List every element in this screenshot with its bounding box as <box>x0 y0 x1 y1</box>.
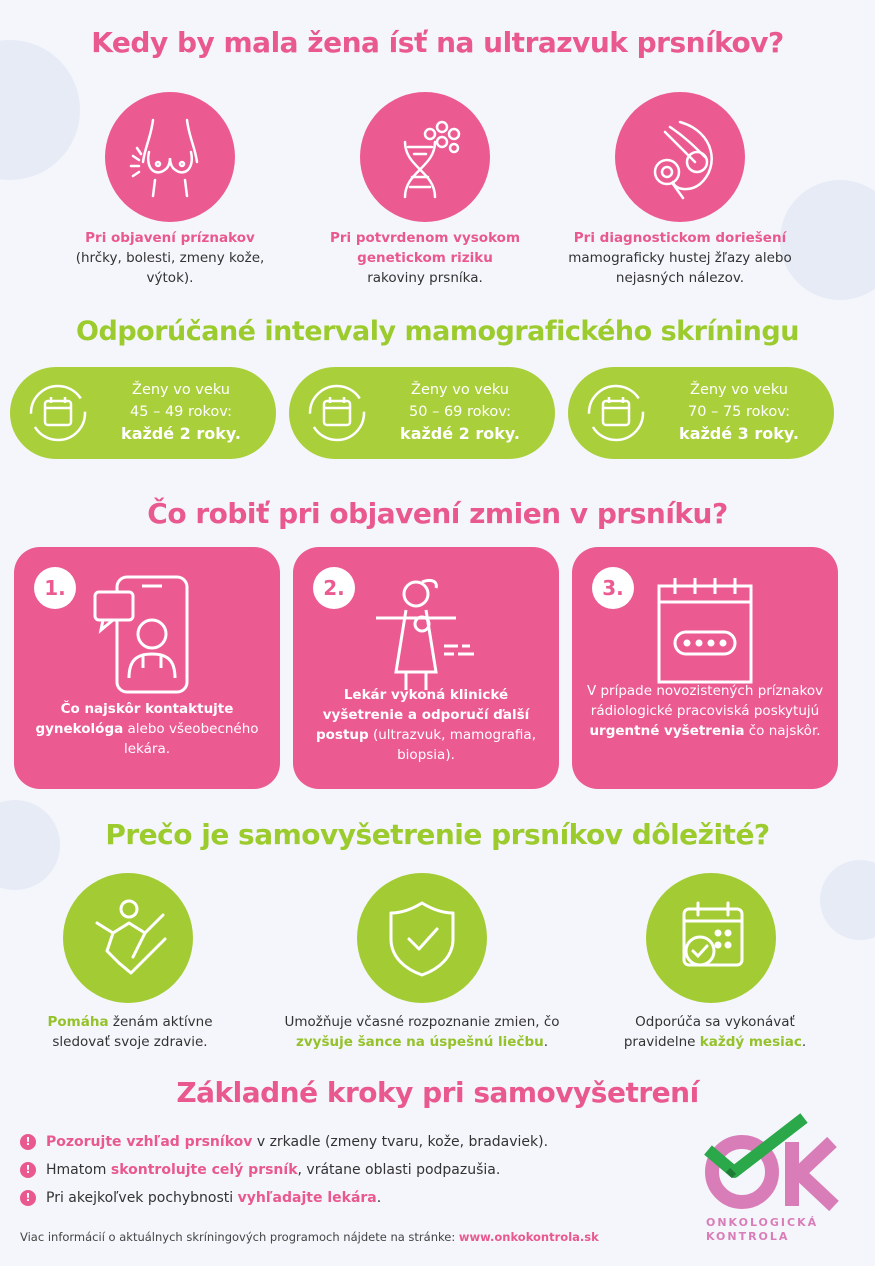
step-card-2 <box>293 547 559 789</box>
bg-circle <box>0 40 80 180</box>
shield-check-icon <box>357 873 487 1003</box>
bullet-bold: Pozorujte vzhľad prsníkov <box>46 1134 253 1150</box>
genetic-risk-caption <box>310 228 540 288</box>
pill-line2: 45 – 49 rokov: <box>130 404 232 420</box>
reason-caption-1 <box>20 1012 240 1052</box>
caption-highlight: Pri potvrdenom vysokom genetickom riziku <box>329 230 521 266</box>
bullet-bold: vyhľadajte lekára <box>237 1190 377 1206</box>
caption-highlight: Pomáha <box>47 1014 109 1030</box>
caption-text: (hrčky, bolesti, zmeny kože, výtok). <box>75 250 265 286</box>
step-text <box>584 681 826 741</box>
pill-line2: 70 – 75 rokov: <box>688 404 790 420</box>
clinical-exam-icon <box>366 572 486 702</box>
bullet-rest: . <box>376 1190 382 1206</box>
dna-icon <box>360 92 490 222</box>
bullet-rest: , vrátane oblasti podpazušia. <box>297 1162 501 1178</box>
caption-rest: . <box>801 1034 807 1050</box>
step-text <box>26 699 268 759</box>
pill-line1: Ženy vo veku <box>411 382 509 398</box>
caption-text: Odporúča sa vykonávať pravidelne <box>623 1014 795 1050</box>
section5-title: Základné kroky pri samovyšetrení <box>176 1076 699 1109</box>
exclamation-icon: ! <box>20 1162 36 1178</box>
calendar-cycle-icon <box>586 383 646 443</box>
caption-text: Umožňuje včasné rozpoznanie zmien, čo <box>284 1014 560 1030</box>
logo-line1: ONKOLOGICKÁ <box>706 1216 819 1229</box>
diagnostic-caption <box>560 228 800 288</box>
phone-doctor-icon <box>87 572 207 702</box>
caption-text: ženám aktívne sledovať svoje zdravie. <box>52 1014 213 1050</box>
health-check-icon <box>63 873 193 1003</box>
logo-line2: KONTROLA <box>706 1230 790 1243</box>
bullet-pre: Pri akejkoľvek pochybnosti <box>46 1190 238 1206</box>
bg-circle <box>820 860 875 940</box>
breast-pain-icon <box>105 92 235 222</box>
pill-line3: každé 3 roky. <box>679 424 799 443</box>
section4-title: Prečo je samovyšetrenie prsníkov dôležité? <box>105 818 770 851</box>
reason-caption-3 <box>600 1012 830 1052</box>
pill-line3: každé 2 roky. <box>400 424 520 443</box>
caption-text: rakoviny prsníka. <box>367 270 483 286</box>
caption-highlight: každý mesiac <box>699 1034 802 1050</box>
bullet-pre: Hmatom <box>46 1162 111 1178</box>
step-number: 2. <box>313 567 355 609</box>
breast-tissue-icon <box>615 92 745 222</box>
footer-text: Viac informácií o aktuálnych skríningových programoch nájdete na stránke: <box>20 1230 459 1244</box>
selfexam-step-1 <box>20 1132 548 1152</box>
calendar-cycle-icon <box>307 383 367 443</box>
interval-pill-50-69 <box>289 367 555 459</box>
calendar-cycle-icon <box>28 383 88 443</box>
step-number: 3. <box>592 567 634 609</box>
step-rest: alebo všeobecného lekára. <box>123 721 259 757</box>
onkokontrola-logo <box>700 1110 850 1250</box>
interval-pill-70-75 <box>568 367 834 459</box>
step-number: 1. <box>34 567 76 609</box>
footer-note <box>20 1230 599 1244</box>
step-rest: (ultrazvuk, mamografia, biopsia). <box>368 727 536 763</box>
step-rest: čo najskôr. <box>744 723 821 739</box>
website-link[interactable]: www.onkokontrola.sk <box>458 1230 599 1244</box>
ok-logo-mark <box>700 1110 850 1220</box>
selfexam-step-3 <box>20 1188 381 1208</box>
step-bold: Čo najskôr kontaktujte <box>60 701 234 717</box>
exclamation-icon: ! <box>20 1190 36 1206</box>
step-text <box>305 685 547 765</box>
step-bold-2: gynekológa <box>35 721 124 737</box>
caption-rest: . <box>543 1034 549 1050</box>
bullet-rest: v zrkadle (zmeny tvaru, kože, bradaviek). <box>252 1134 549 1150</box>
section2-title: Odporúčané intervaly mamografického skríningu <box>76 316 799 347</box>
bullet-bold: skontrolujte celý prsník <box>110 1162 298 1178</box>
step-card-3 <box>572 547 838 789</box>
symptoms-caption <box>55 228 285 288</box>
selfexam-step-2 <box>20 1160 500 1180</box>
caption-highlight: Pri objavení príznakov <box>85 230 255 246</box>
section3-title: Čo robiť pri objavení zmien v prsníku? <box>147 497 728 530</box>
pill-line2: 50 – 69 rokov: <box>409 404 511 420</box>
caption-highlight: Pri diagnostickom doriešení <box>573 230 787 246</box>
step-bold: Lekár vykoná klinické vyšetrenie a odporučí ďalší postup <box>315 687 530 743</box>
pill-line3: každé 2 roky. <box>121 424 241 443</box>
step-text-1: V prípade novozistených príznakov rádiologické pracoviská poskytujú <box>586 683 824 719</box>
calendar-check-icon <box>646 873 776 1003</box>
caption-text: mamograficky hustej žľazy alebo nejasných nálezov. <box>568 250 792 286</box>
interval-pill-45-49 <box>10 367 276 459</box>
caption-highlight: zvyšuje šance na úspešnú liečbu <box>295 1034 544 1050</box>
section1-title: Kedy by mala žena ísť na ultrazvuk prsníkov? <box>91 26 784 59</box>
exclamation-icon: ! <box>20 1134 36 1150</box>
step-bold: urgentné vyšetrenia <box>589 723 745 739</box>
reason-caption-2 <box>272 1012 572 1052</box>
pill-line1: Ženy vo veku <box>132 382 230 398</box>
pill-line1: Ženy vo veku <box>690 382 788 398</box>
step-card-1 <box>14 547 280 789</box>
logo-text <box>706 1216 818 1244</box>
